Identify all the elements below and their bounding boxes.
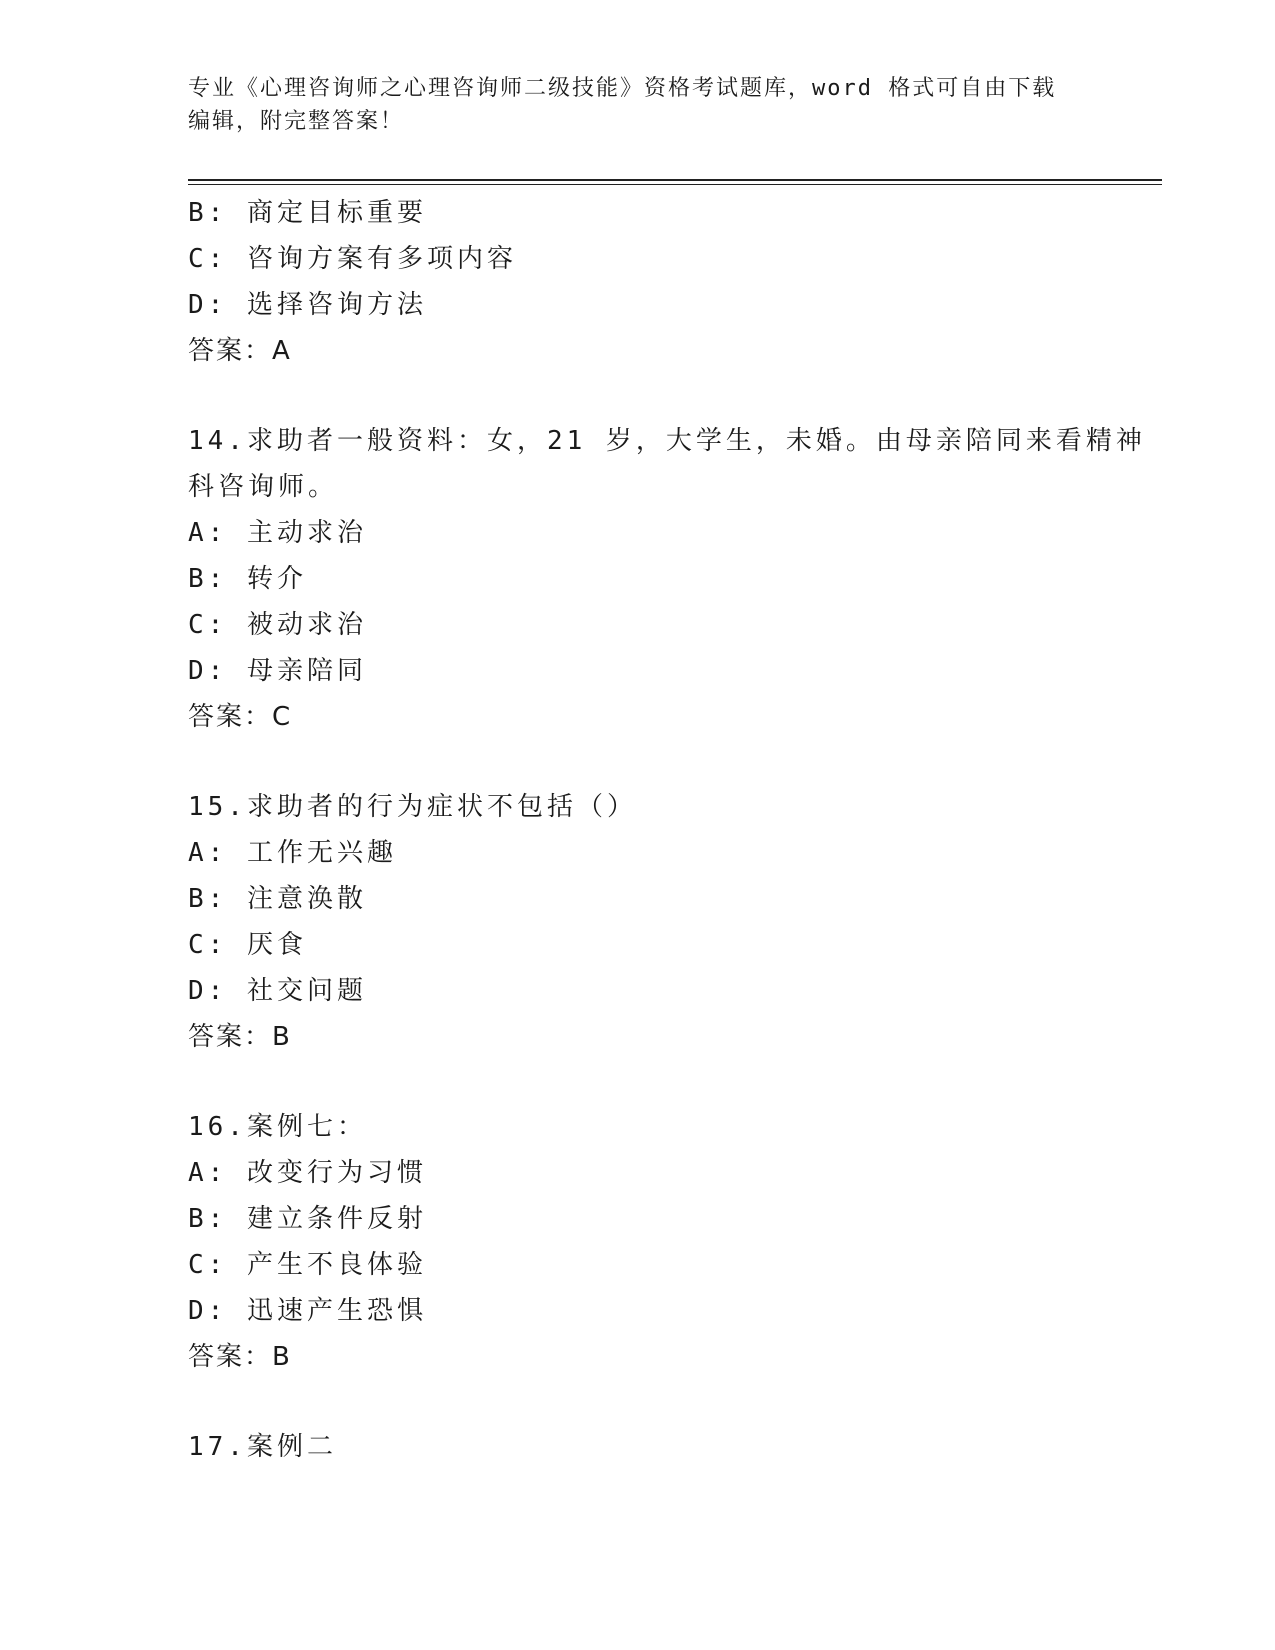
- question-17: [188, 1424, 1148, 1470]
- header-line-2: 编辑，附完整答案！: [188, 109, 405, 134]
- spacer: [188, 740, 1148, 784]
- option-d: D: 迅速产生恐惧: [188, 1296, 427, 1326]
- option-d: D: 母亲陪同: [188, 656, 367, 686]
- question-13: [188, 190, 1148, 374]
- question-stem: 15.求助者的行为症状不包括（）: [188, 792, 637, 822]
- option-d: D: 选择咨询方法: [188, 290, 427, 320]
- spacer: [188, 1060, 1148, 1104]
- header-rule-thin: [188, 184, 1162, 185]
- question-list: [188, 190, 1148, 1470]
- spacer: [188, 1380, 1148, 1424]
- option-c: C: 咨询方案有多项内容: [188, 244, 517, 274]
- answer: 答案：A: [188, 336, 292, 366]
- option-c: C: 产生不良体验: [188, 1250, 427, 1280]
- question-stem-line-2: 科咨询师。: [188, 472, 339, 502]
- question-14: [188, 418, 1148, 740]
- option-b: B: 建立条件反射: [188, 1204, 427, 1234]
- option-d: D: 社交问题: [188, 976, 367, 1006]
- question-16: [188, 1104, 1148, 1380]
- option-c: C: 厌食: [188, 930, 307, 960]
- header-line-1: 专业《心理咨询师之心理咨询师二级技能》资格考试题库，word 格式可自由下载: [188, 76, 1057, 101]
- question-15: [188, 784, 1148, 1060]
- spacer: [188, 374, 1148, 418]
- option-b: B: 商定目标重要: [188, 198, 427, 228]
- answer: 答案：B: [188, 1022, 292, 1052]
- answer: 答案：C: [188, 702, 293, 732]
- document-header: [188, 72, 1088, 138]
- question-stem: 16.案例七：: [188, 1112, 367, 1142]
- question-stem: 17.案例二: [188, 1432, 337, 1462]
- option-b: B: 转介: [188, 564, 307, 594]
- option-a: A: 工作无兴趣: [188, 838, 397, 868]
- header-rule-thick: [188, 179, 1162, 181]
- answer: 答案：B: [188, 1342, 292, 1372]
- option-b: B: 注意涣散: [188, 884, 367, 914]
- option-c: C: 被动求治: [188, 610, 367, 640]
- option-a: A: 主动求治: [188, 518, 367, 548]
- question-stem-line-1: 14.求助者一般资料：女，21 岁，大学生，未婚。由母亲陪同来看精神: [188, 426, 1146, 456]
- option-a: A: 改变行为习惯: [188, 1158, 427, 1188]
